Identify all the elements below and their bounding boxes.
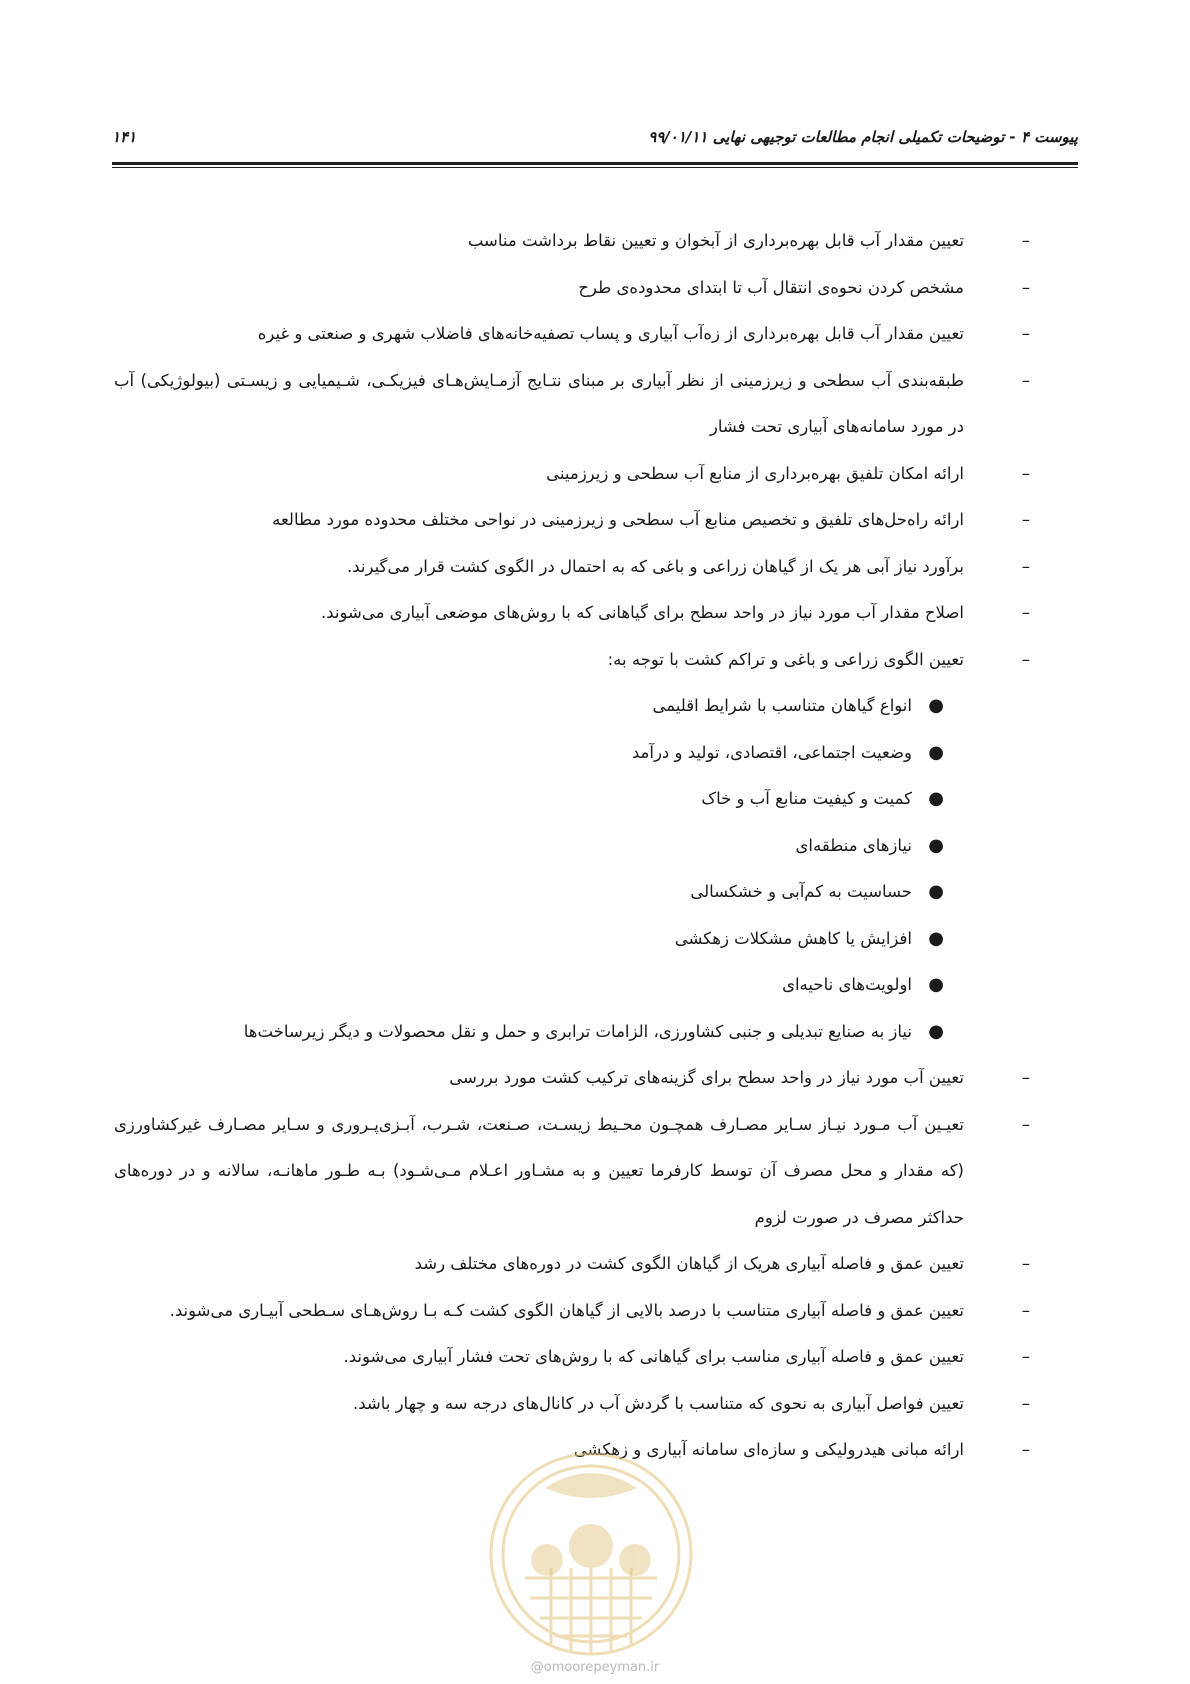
- bullet-marker: ●: [928, 788, 944, 809]
- dash-marker: –: [1021, 1393, 1030, 1413]
- dash-marker: –: [1021, 277, 1030, 297]
- bullet-item: [114, 730, 998, 777]
- dash-marker: –: [1021, 231, 1030, 250]
- bullet-marker: ●: [928, 695, 944, 716]
- list-item-text: تعیین فواصل آبیاری به نحوی که متناسب با گردش آب در کانال‌های درجه سه و چهار باشد.: [352, 1393, 964, 1413]
- list-item-text: ارائه راه‌حل‌های تلفیق و تخصیص منابع آب سطحی و زیرزمینی در نواحی مختلف محدوده مورد مطالعه: [272, 510, 964, 529]
- list-item-text: تعیین الگوی زراعی و باغی و تراکم کشت با توجه به:: [607, 649, 964, 669]
- list-item-text: تعیـین آب مـورد نیـاز سـایر مصـارف همچـون محـیط زیسـت، صـنعت، شـرب، آبـزی‌پـروری و سـایر مصـارف غیرکشاورزی (که مقدار و محل مصرف آن توسط کارفرما تعیین و به مشـاور اعـلام مـی‌شـود) بـه طـور ماهانـه، سالانه و در دوره‌های حداکثر مصرف در صورت لزوم: [114, 1114, 964, 1227]
- bullet-marker: ●: [928, 881, 944, 902]
- bullet-item-text: اولویت‌های ناحیه‌ای: [782, 975, 912, 994]
- list-item: [114, 1241, 1030, 1288]
- dash-marker: –: [1021, 556, 1030, 576]
- list-item: [114, 637, 1030, 684]
- list-item: [114, 451, 1030, 498]
- bullet-item-text: وضعیت اجتماعی، اقتصادی، تولید و درآمد: [631, 742, 912, 762]
- dash-marker: –: [1021, 324, 1030, 343]
- dash-marker: –: [1021, 1114, 1030, 1134]
- list-item: [114, 544, 1030, 591]
- bullet-item: [114, 776, 998, 823]
- dash-marker: –: [1021, 649, 1030, 669]
- dash-marker: –: [1021, 1347, 1030, 1366]
- dash-marker: –: [1021, 1068, 1030, 1087]
- list-item-text: ارائه مبانی هیدرولیکی و سازه‌ای سامانه آبیاری و زهکشی: [573, 1440, 964, 1459]
- bullet-item: [114, 916, 998, 963]
- list-item: [114, 311, 1030, 358]
- dash-marker: –: [1021, 1254, 1030, 1273]
- list-item-text: مشخص کردن نحوه‌ی انتقال آب تا ابتدای محدوده‌ی طرح: [578, 277, 964, 297]
- list-item-text: طبقه‌بندی آب سطحی و زیرزمینی از نظر آبیاری بر مبنای نتـایج آزمـایش‌هـای فیزیکـی، شـیمیایی و زیسـتی (بیولوژیکی) آب در مورد سامانه‌های آبیاری تحت فشار: [114, 370, 964, 436]
- header-title: پیوست ۴ - توضیحات تکمیلی انجام مطالعات توجیهی نهایی ۹۹/۰۱/۱۱: [648, 128, 1078, 146]
- header-rule-thin: [112, 167, 1078, 168]
- list-item-text: برآورد نیاز آبی هر یک از گیاهان زراعی و باغی که به احتمال در الگوی کشت قرار می‌گیرند.: [346, 556, 964, 576]
- bullet-item: [114, 1009, 998, 1056]
- list-item: [114, 265, 1030, 312]
- dash-marker: –: [1021, 463, 1030, 483]
- dash-marker: –: [1021, 1440, 1030, 1459]
- watermark-seal-icon: [485, 1448, 697, 1660]
- page-header: [112, 128, 1078, 158]
- list-item-text: تعیین عمق و فاصله آبیاری مناسب برای گیاهانی که با روش‌های تحت فشار آبیاری می‌شوند.: [343, 1347, 964, 1366]
- list-item: [114, 1055, 1030, 1102]
- bullet-item: [114, 962, 998, 1009]
- bullet-item: [114, 823, 998, 870]
- bullet-item-text: حساسیت به کم‌آبی و خشکسالی: [690, 882, 912, 901]
- list-item-text: تعیین عمق و فاصله آبیاری متناسب با درصد بالایی از گیاهان الگوی کشت کـه بـا روش‌هـای سـطحی آبیـاری می‌شوند.: [169, 1300, 964, 1320]
- bullet-marker: ●: [928, 927, 944, 949]
- bullet-item-text: کمیت و کیفیت منابع آب و خاک: [701, 789, 912, 808]
- bullet-item-text: نیازهای منطقه‌ای: [795, 835, 912, 855]
- bullet-marker: ●: [928, 741, 944, 763]
- bullet-marker: ●: [928, 834, 944, 856]
- header-rule: [112, 162, 1078, 165]
- list-item-text: تعیین مقدار آب قابل بهره‌برداری از زه‌آب آبیاری و پساب تصفیه‌خانه‌های فاضلاب شهری و صنعتی و غیره: [257, 324, 964, 343]
- page-number: ۱۴۱: [112, 128, 137, 146]
- list-item-text: تعیین آب مورد نیاز در واحد سطح برای گزینه‌های ترکیب کشت مورد بررسی: [449, 1068, 964, 1087]
- dash-marker: –: [1021, 370, 1030, 390]
- bullet-marker: ●: [928, 974, 944, 995]
- list-item: [114, 1334, 1030, 1381]
- list-item: [114, 1102, 1030, 1242]
- dash-marker: –: [1021, 603, 1030, 622]
- list-item: [114, 1288, 1030, 1335]
- bullet-item: [114, 683, 998, 730]
- page-body: [114, 218, 1030, 1474]
- list-item-text: تعیین مقدار آب قابل بهره‌برداری از آبخوان و تعیین نقاط برداشت مناسب: [467, 231, 964, 250]
- list-item: [114, 497, 1030, 544]
- bullet-marker: ●: [928, 1020, 944, 1042]
- bullet-item: [114, 869, 998, 916]
- list-item: [114, 358, 1030, 451]
- list-item-text: اصلاح مقدار آب مورد نیاز در واحد سطح برای گیاهانی که با روش‌های موضعی آبیاری می‌شوند.: [320, 603, 964, 622]
- bullet-item-text: افزایش یا کاهش مشکلات زهکشی: [674, 928, 912, 948]
- list-item-text: تعیین عمق و فاصله آبیاری هریک از گیاهان الگوی کشت در دوره‌های مختلف رشد: [414, 1254, 964, 1273]
- dash-marker: –: [1021, 1300, 1030, 1320]
- watermark-url: @omoorepeyman.ir: [530, 1660, 660, 1675]
- list-item: [114, 1381, 1030, 1428]
- dash-marker: –: [1021, 510, 1030, 529]
- list-item-text: ارائه امکان تلفیق بهره‌برداری از منابع آب سطحی و زیرزمینی: [546, 463, 964, 483]
- bullet-item-text: انواع گیاهان متناسب با شرایط اقلیمی: [652, 696, 912, 715]
- list-item: [114, 218, 1030, 265]
- list-item: [114, 590, 1030, 637]
- bullet-item-text: نیاز به صنایع تبدیلی و جنبی کشاورزی، الزامات ترابری و حمل و نقل محصولات و دیگر زیرساخت‌ها: [243, 1021, 912, 1041]
